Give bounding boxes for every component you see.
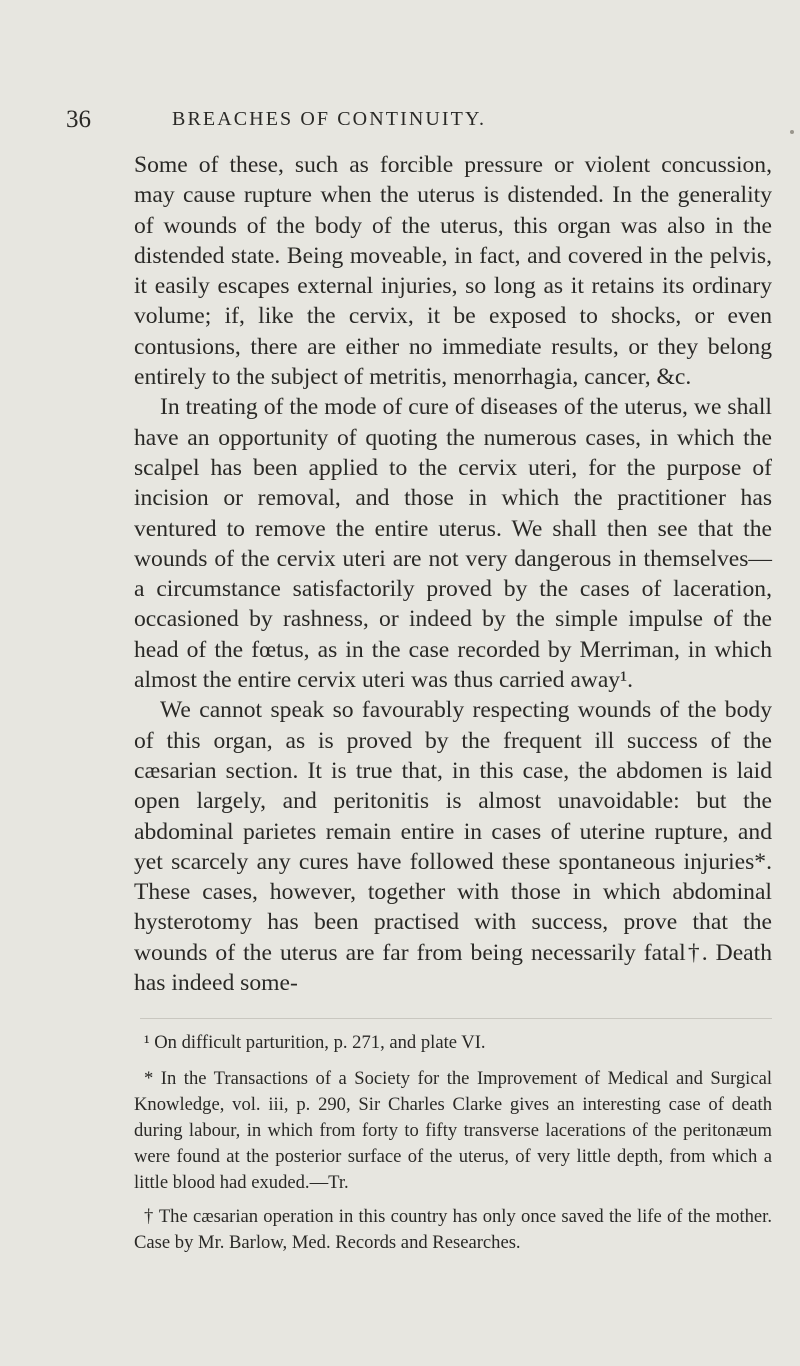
page-number: 36 bbox=[66, 106, 91, 133]
body-paragraph: In treating of the mode of cure of diseases of the uterus, we shall have an opportunity of quoting the numerous cases, in which the scalpel has been applied to the cervix uteri, for the purpose of incision or removal, and those in which the practitioner has ventured to remove the entire uterus. We shall then see that the wounds of the cervix uteri are not very dangerous in themselves—a circumstance satisfactorily proved by the cases of laceration, occasioned by rashness, or indeed by the simple impulse of the head of the fœtus, as in the case recorded by Merriman, in which almost the entire cervix uteri was thus carried away¹. bbox=[134, 394, 772, 694]
body-text bbox=[134, 150, 772, 998]
footnote: * In the Transactions of a Society for the Improvement of Medical and Surgical Knowledge, vol. iii, p. 290, Sir Charles Clarke gives an interesting case of death during labour, in which from forty to fifty transverse lacerations of the peritonæum were found at the posterior surface of the uterus, of very little depth, from which a little blood had exuded.—Tr. bbox=[134, 1068, 772, 1193]
body-paragraph: Some of these, such as forcible pressure or violent concussion, may cause rupture when the uterus is distended. In the generality of wounds of the body of the uterus, this organ was also in the distended state. Being moveable, in fact, and covered in the pelvis, it easily escapes external injuries, so long as it retains its ordinary volume; if, like the cervix, it be exposed to shocks, or even contusions, there are either no immediate results, or they belong entirely to the subject of metritis, menorrhagia, cancer, &c. bbox=[134, 152, 772, 391]
running-head: BREACHES OF CONTINUITY. bbox=[172, 108, 487, 130]
footnote: ¹ On difficult parturition, p. 271, and plate VI. bbox=[144, 1032, 486, 1053]
footnote: † The cæsarian operation in this country has only once saved the life of the mother. Case by Mr. Barlow, Med. Records and Researches. bbox=[134, 1206, 772, 1253]
footnote-divider bbox=[140, 1018, 772, 1019]
footnotes bbox=[134, 1030, 772, 1264]
paper-speck bbox=[790, 130, 794, 134]
body-paragraph: We cannot speak so favourably respecting wounds of the body of this organ, as is proved by the frequent ill success of the cæsarian section. It is true that, in this case, the abdomen is laid open largely, and peritonitis is almost unavoidable: but the abdominal parietes remain entire in cases of uterine rupture, and yet scarcely any cures have followed these spontaneous injuries*. These cases, however, together with those in which abdominal hysterotomy has been practised with success, prove that the wounds of the uterus are far from being necessarily fatal†. Death has indeed some- bbox=[134, 697, 772, 997]
